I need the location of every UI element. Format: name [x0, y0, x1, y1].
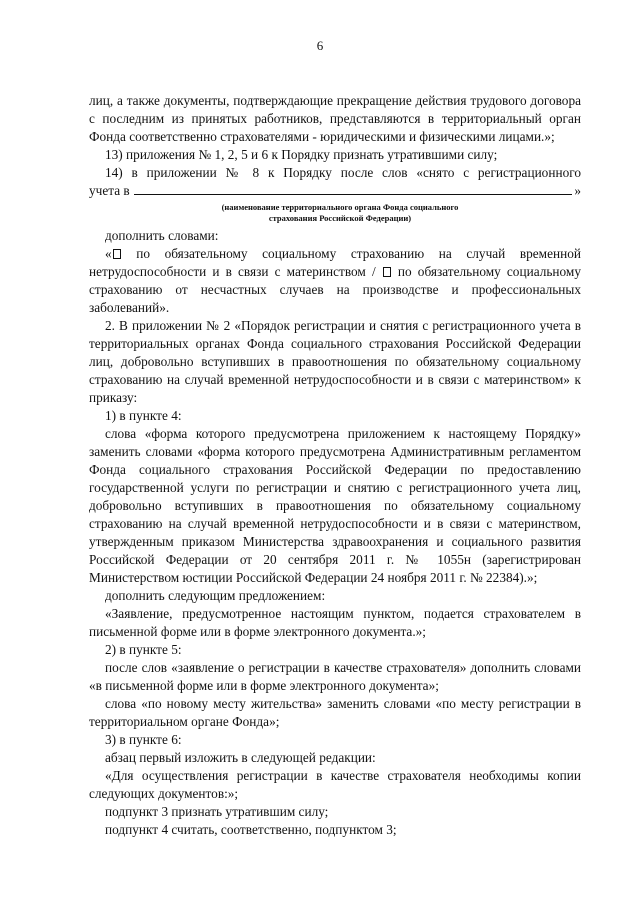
paragraph: слова «по новому месту жительства» заменить словами «по месту регистрации в территориальном органе Фонда»; — [89, 696, 581, 729]
checkbox-square-icon — [383, 267, 391, 277]
fill-in-prefix: учета в — [89, 183, 130, 198]
paragraph: «Заявление, предусмотренное настоящим пунктом, подается страхователем в письменной форме или в форме электронного документа.»; — [89, 606, 581, 639]
paragraph: слова «форма которого предусмотрена приложением к настоящему Порядку» заменить словами «форма которого предусмотрена Административным регламентом Фонда социального страхования Российской Федерации по предоставлению государственной услуги по регистрации и снятию с регистрационного учета лиц, добровольно вступивших в правоотношения по обязательному социальному страхованию на случай временной нетрудоспособности и в связи с материнством, утвержденным приказом Министерства здравоохранения и социального развития Российской Федерации от 20 сентября 2011 г. № 1055н (зарегистрирован Министерством юстиции Российской Федерации 24 ноября 2011 г. № 22384).»; — [89, 426, 581, 585]
paragraph: абзац первый изложить в следующей редакции: — [105, 750, 376, 765]
paragraph: 13) приложения № 1, 2, 5 и 6 к Порядку признать утратившими силу; — [105, 147, 498, 162]
fill-in-line — [89, 182, 581, 200]
quote-open: « — [105, 246, 112, 261]
paragraph: лиц, а также документы, подтверждающие прекращение действия трудового договора с последним из принятых работников, представляются в территориальный орган Фонда соответственно страхователями - юридическими и физическими лицами.»; — [89, 93, 581, 144]
page-number: 6 — [316, 38, 324, 53]
fill-in-suffix: » — [574, 183, 581, 198]
paragraph: 2) в пункте 5: — [105, 642, 182, 657]
paragraph: 2. В приложении № 2 «Порядок регистрации и снятия с регистрационного учета в территориальных органах Фонда социального страхования Российской Федерации лиц, добровольно вступивших в правоотношения по обязательному социальному страхованию на случай временной нетрудоспособности и в связи с материнством» к приказу: — [89, 318, 581, 405]
document-body — [89, 92, 581, 839]
fill-in-caption — [89, 202, 581, 224]
blank-underline — [134, 193, 573, 195]
paragraph: подпункт 4 считать, соответственно, подпунктом 3; — [105, 822, 397, 837]
paragraph: 1) в пункте 4: — [105, 408, 182, 423]
paragraph: дополнить словами: — [105, 228, 219, 243]
quote-part: по обязательному социальному страхованию на случай временной нетрудоспособности и в связи с материнством / — [89, 246, 581, 279]
paragraph: дополнить следующим предложением: — [105, 588, 326, 603]
quoted-paragraph — [89, 245, 581, 317]
quote-part: по обязательному социальному страхованию от несчастных случаев на производстве и профессиональных заболеваний». — [89, 264, 581, 315]
paragraph: 14) в приложении № 8 к Порядку после слов «снято с регистрационного — [105, 165, 581, 180]
paragraph: 3) в пункте 6: — [105, 732, 182, 747]
paragraph: «Для осуществления регистрации в качестве страхователя необходимы копии следующих документов:»; — [89, 768, 581, 801]
caption-line: (наименование территориального органа Фонда социального — [221, 202, 459, 212]
paragraph: подпункт 3 признать утратившим силу; — [105, 804, 329, 819]
paragraph: после слов «заявление о регистрации в качестве страхователя» дополнить словами «в письменной форме или в форме электронного документа»; — [89, 660, 581, 693]
caption-line: страхования Российской Федерации) — [268, 213, 412, 223]
checkbox-square-icon — [113, 249, 121, 259]
